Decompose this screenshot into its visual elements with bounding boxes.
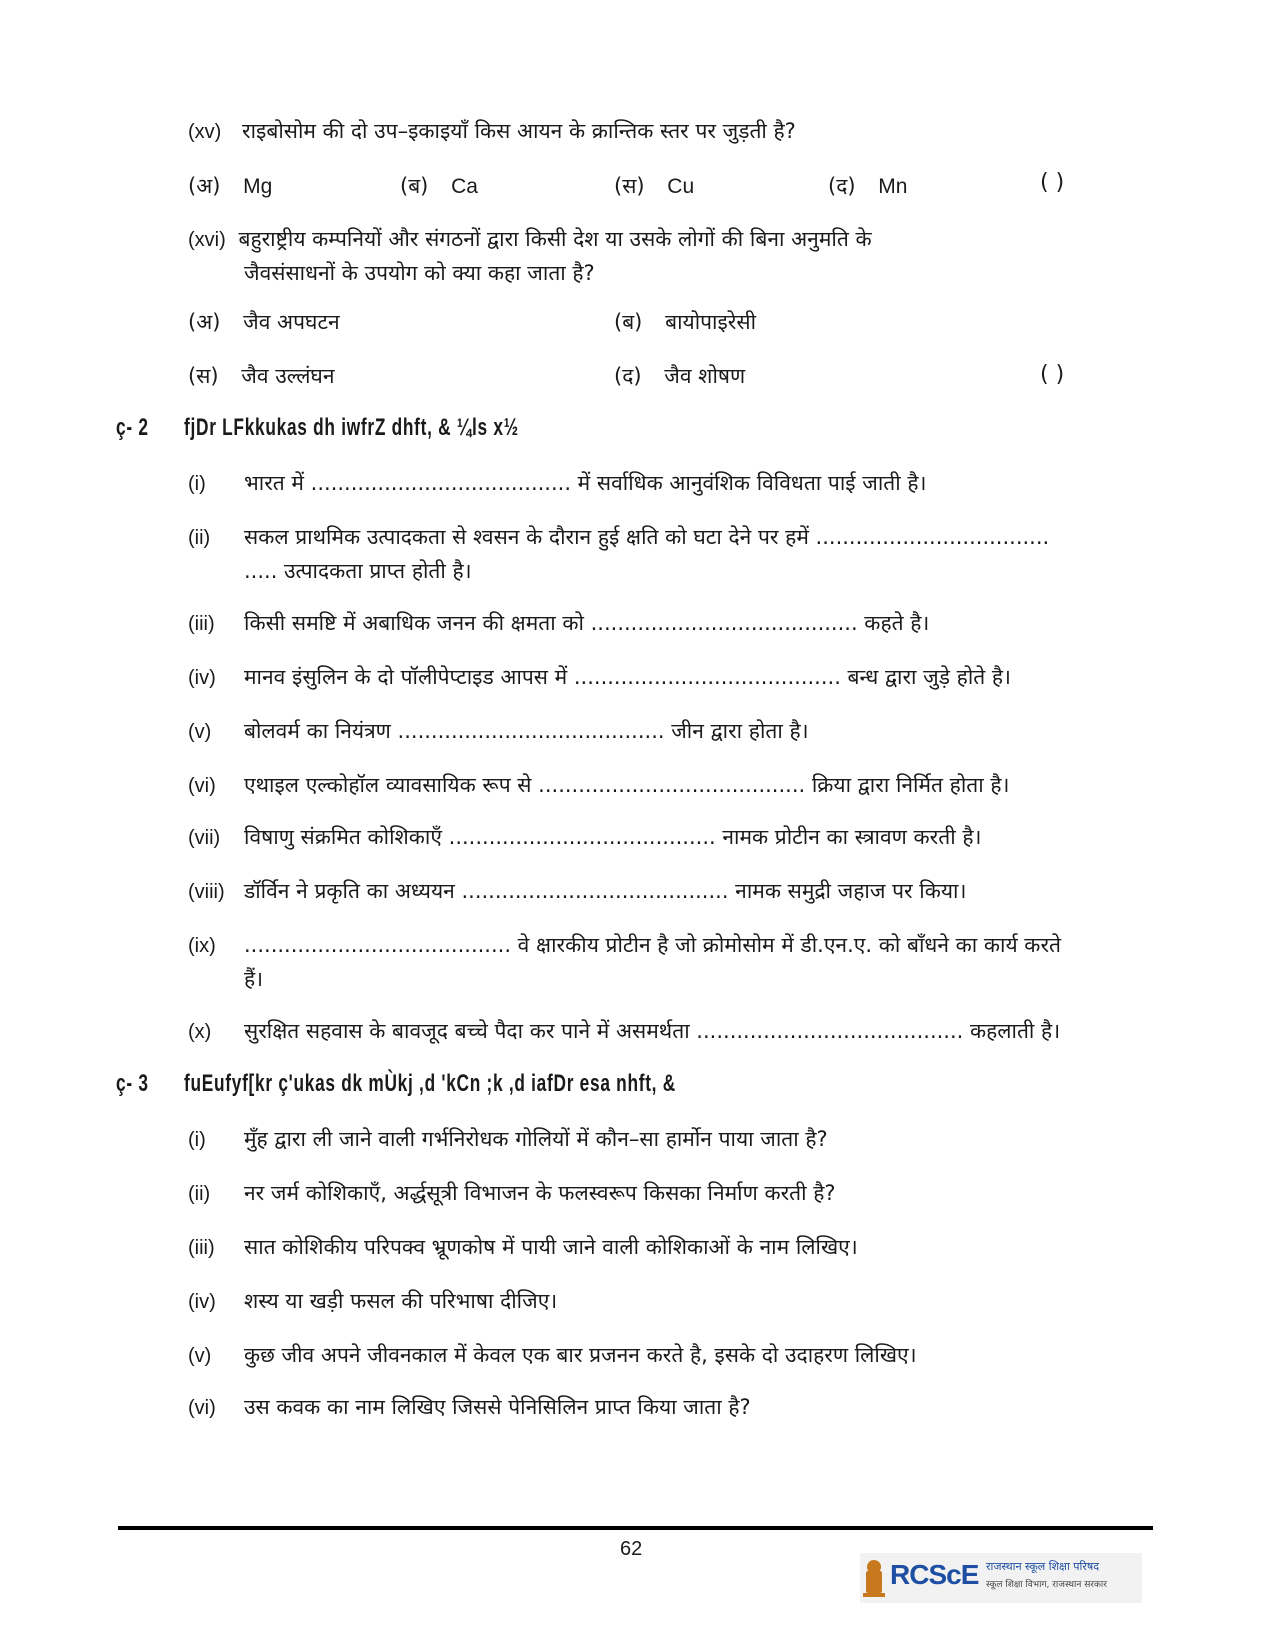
page-number: 62 [620,1538,643,1560]
option-label: (द) [614,364,642,388]
item-number: (x) [188,1021,212,1043]
item-number: (v) [188,1345,212,1367]
question-xvi [188,222,872,257]
question-text: बहुराष्ट्रीय कम्पनियों और संगठनों द्वारा किसी देश या उसके लोगों की बिना अनुमति के [238,227,872,251]
option-text: Mg [243,175,273,198]
list-item [188,520,1049,555]
option-label: (ब) [614,310,643,334]
list-item [188,660,1011,695]
question-number: (xv) [188,121,222,143]
item-text: विषाणु संक्रमित कोशिकाएँ ........................................ नामक प्रोटीन का स्त्रावण करती है। [244,825,982,849]
option-d [828,172,907,200]
item-text: सात कोशिकीय परिपक्व भ्रूणकोष में पायी जाने वाली कोशिकाओं के नाम लिखिए। [244,1235,858,1259]
item-text-continued: ..... उत्पादकता प्राप्त होती है। [244,559,472,583]
item-text: एथाइल एल्कोहॉल व्यावसायिक रूप से ........................................ क्रिया द्वारा निर्मित होता है। [244,773,1010,797]
item-number: (ii) [188,527,211,549]
option-text: जैव उल्लंघन [241,364,335,388]
item-number: (iii) [188,613,215,635]
list-item [188,1014,1060,1049]
option-a [188,172,272,200]
option-label: (द) [828,174,856,198]
option-c [188,362,335,390]
option-text: जैव अपघटन [243,310,340,334]
option-text: Mn [878,175,908,198]
item-number: (i) [188,473,206,495]
option-text: Cu [667,175,695,198]
option-text: जैव शोषण [664,364,746,388]
option-text: बायोपाइरेसी [665,310,757,334]
list-item [188,820,981,855]
item-number: (ii) [188,1183,211,1205]
option-label: (अ) [188,174,221,198]
item-text: मुँह द्वारा ली जाने वाली गर्भनिरोधक गोलियों में कौन–सा हार्मोन पाया जाता है? [244,1127,828,1151]
question-text: राइबोसोम की दो उप–इकाइयाँ किस आयन के क्रान्तिक स्तर पर जुड़ती है? [242,119,796,143]
item-number: (v) [188,721,212,743]
item-text: सुरक्षित सहवास के बावजूद बच्चे पैदा कर पाने में असमर्थता ........................................ कहलाती है। [244,1019,1061,1043]
answer-box: ( ) [1040,362,1065,387]
answer-box: ( ) [1040,170,1065,195]
option-text: Ca [451,175,478,198]
list-item [188,466,927,501]
item-text: नर जर्म कोशिकाएँ, अर्द्धसूत्री विभाजन के फलस्वरूप किसका निर्माण करती है? [244,1181,836,1205]
list-item [188,1338,917,1373]
item-text: मानव इंसुलिन के दो पॉलीपेप्टाइड आपस में ........................................ बन्ध द्वारा जुड़े होते है। [244,665,1012,689]
footer-rule [118,1526,1153,1530]
item-text: उस कवक का नाम लिखिए जिससे पेनिसिलिन प्राप्त किया जाता है? [244,1395,751,1419]
logo-title: राजस्थान स्कूल शिक्षा परिषद [986,1560,1100,1573]
list-item [188,1390,751,1425]
item-number: (ix) [188,935,216,957]
item-number: (viii) [188,881,225,903]
option-b [614,308,756,336]
item-text: शस्य या खड़ी फसल की परिभाषा दीजिए। [244,1289,558,1313]
list-item [188,1122,828,1157]
item-text: भारत में ....................................... में सर्वाधिक आनुवंशिक विविधता पाई जाती है। [244,471,927,495]
list-item [188,1176,836,1211]
section-label: ç- 3 [116,1070,149,1097]
item-text-continued: हैं। [244,967,264,991]
option-a [188,308,340,336]
list-item [188,874,966,909]
list-item [188,928,1061,963]
option-label: (स) [188,364,219,388]
item-number: (vi) [188,775,216,797]
list-item [188,606,929,641]
option-label: (अ) [188,310,221,334]
item-text: किसी समष्टि में अबाधिक जनन की क्षमता को ........................................ कहते है। [244,611,930,635]
list-item [188,714,809,749]
rcsce-logo [860,1553,1142,1603]
list-item [188,1284,557,1319]
section-label: ç- 2 [116,414,149,441]
option-c [614,172,694,200]
question-xv [188,114,796,149]
item-text: बोलवर्म का नियंत्रण ........................................ जीन द्वारा होता है। [244,719,809,743]
item-text: ........................................ वे क्षारकीय प्रोटीन है जो क्रोमोसोम में डी.एन.ए. को बाँधने का कार्य करते [244,933,1061,957]
item-number: (vii) [188,827,221,849]
item-text: कुछ जीव अपने जीवनकाल में केवल एक बार प्रजनन करते है, इसके दो उदाहरण लिखिए। [244,1343,917,1367]
list-item [188,1230,858,1265]
option-d [614,362,745,390]
item-number: (i) [188,1129,206,1151]
item-number: (iv) [188,1291,216,1313]
logo-subtitle: स्कूल शिक्षा विभाग, राजस्थान सरकार [986,1580,1107,1590]
option-label: (ब) [400,174,429,198]
item-number: (vi) [188,1397,216,1419]
section-heading: fjDr LFkkukas dh iwfrZ dhft, & ¼ls x½ [184,414,519,441]
question-number: (xvi) [188,229,226,251]
option-b [400,172,478,200]
section-heading: fuEufyf[kr ç'ukas dk mÙkj ,d 'kCn ;k ,d iafDr esa nhft, & [184,1070,676,1097]
question-text-continued: जैवसंसाधनों के उपयोग को क्या कहा जाता है? [244,261,595,285]
item-text: सकल प्राथमिक उत्पादकता से श्वसन के दौरान हुई क्षति को घटा देने पर हमें ................................... [244,525,1050,549]
item-number: (iii) [188,1237,215,1259]
logo-wordmark: RCScE [890,1559,979,1590]
option-label: (स) [614,174,645,198]
list-item [188,768,1009,803]
item-text: डॉर्विन ने प्रकृति का अध्ययन ........................................ नामक समुद्री जहाज पर किया। [244,879,967,903]
item-number: (iv) [188,667,216,689]
